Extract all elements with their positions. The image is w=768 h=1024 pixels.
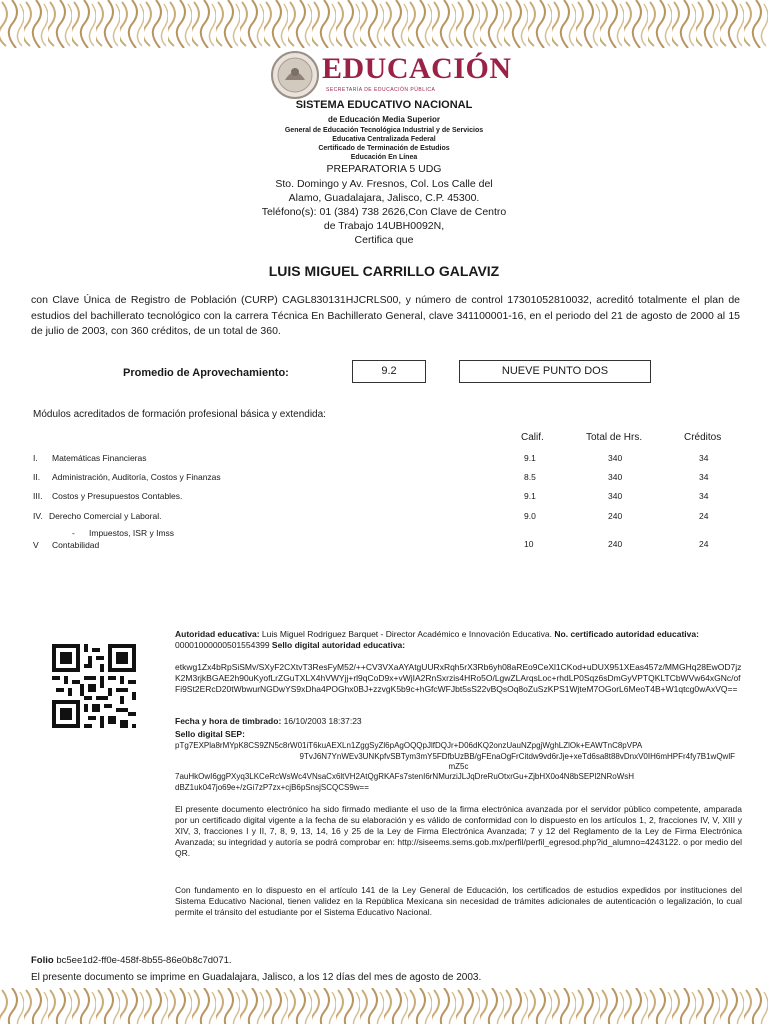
ornament-pattern: [0, 988, 768, 1024]
module-hours: 340: [608, 453, 623, 463]
sep-seal-line-3: mZ5c: [448, 762, 469, 771]
module-number: I.: [33, 453, 38, 463]
ornamental-bottom-band: [0, 988, 768, 1024]
module-hours: 240: [608, 511, 623, 521]
module-grade: 9.0: [524, 511, 536, 521]
module-name: Administración, Auditoría, Costos y Finanzas: [52, 472, 221, 482]
modules-title: Módulos acreditados de formación profesional básica y extendida:: [33, 409, 326, 420]
school-address-4: de Trabajo 14UBH0092N,: [323, 220, 445, 232]
module-hours: 340: [608, 472, 623, 482]
module-credits: 24: [699, 539, 709, 549]
module-name: Matemáticas Financieras: [52, 453, 147, 463]
module-credits: 34: [699, 491, 709, 501]
average-value-box: 9.2: [352, 360, 426, 383]
header-credits: Créditos: [684, 432, 722, 443]
ornament-pattern: [0, 0, 768, 48]
school-name: PREPARATORIA 5 UDG: [326, 163, 442, 175]
module-hours: 340: [608, 491, 623, 501]
school-address-3: Teléfono(s): 01 (384) 738 2626,Con Clave de Centro: [261, 206, 507, 218]
authority-seal-label: Sello digital autoridad educativa:: [271, 640, 406, 650]
national-seal-icon: [270, 50, 320, 100]
certificate-title: Certificado de Terminación de Estudios: [318, 145, 450, 152]
legal-paragraph-validity: Con fundamento en lo dispuesto en el artículo 141 de la Ley General de Educación, los certificados de estudios expedidos por instituciones del Sistema Educativo Nacional, tienen validez en la República Mexicana sin necesidad de trámites adicionales de autenticación o legalización, lo cual permite el tránsito del estudiante por el Sistema Educativo Nacional.: [175, 885, 742, 917]
sep-logo: [270, 50, 512, 102]
system-title: SISTEMA EDUCATIVO NACIONAL: [295, 99, 473, 111]
stamp-line: [175, 716, 742, 727]
module-credits: 34: [699, 453, 709, 463]
ornamental-top-band: [0, 0, 768, 48]
type-title: Educativa Centralizada Federal: [332, 136, 436, 143]
sep-seal-line-4: 7auHkOwI6ggPXyq3LKCeRcWsWc4VNsaCx6ltVH2AtQgRKAFs7stenI6rNMurziJLJqDreRuOtxrGu+ZjbHX0o4N8bSEPl2NRoWsH: [175, 772, 635, 781]
stamp-value: 16/10/2003 18:37:23: [283, 716, 362, 726]
module-grade: 9.1: [524, 453, 536, 463]
module-grade: 9.1: [524, 491, 536, 501]
module-number: V: [33, 540, 39, 550]
school-address-1: Sto. Domingo y Av. Fresnos, Col. Los Calle del: [275, 178, 493, 190]
module-name: Contabilidad: [52, 540, 100, 550]
level-title: de Educación Media Superior: [327, 115, 441, 124]
module-name: Derecho Comercial y Laboral.: [49, 511, 162, 521]
printed-statement: El presente documento se imprime en Guadalajara, Jalisco, a los 12 días del mes de agosto de 2003.: [31, 972, 482, 983]
module-number: IV.: [33, 511, 43, 521]
average-label: Promedio de Aprovechamiento:: [123, 367, 289, 379]
header-calif: Calif.: [521, 432, 544, 443]
legal-paragraph-electronic-signature: El presente documento electrónico ha sido firmado mediante el uso de la firma electrónica avanzada por el servidor público competente, amparada por un certificado digital vigente a la fecha de su elaboración y es válido de conformidad con lo dispuesto en los artículos 1, 2, fracciones IV, V, XIII y XIV, 3, fracciones I y II, 7, 8, 9, 13, 14, 16 y 25 de la Ley de Firma Electrónica Avanzada; 7 y 12 del Reglamento de la Ley de Firma Electrónica Avanzada; su integridad y autoría se podrá comprobar en: http://siseems.sems.gob.mx/perfil/perfil_egresod.php?id_alumno=4243122. o por medio del QR.: [175, 804, 742, 858]
student-statement: con Clave Única de Registro de Población (CURP) CAGL830131HJCRLS00, y número de control 17301052810032, acreditó totalmente el plan de estudios del bachillerato tecnológico con la carrera Técnica En Bachillerato General, clave 341100001-16, en el periodo del 21 de agosto de 2000 al 15 de julio de 2003, con 360 créditos, de un total de 360.: [31, 294, 740, 337]
module-number: II.: [33, 472, 41, 482]
mode-title: Educación En Línea: [350, 154, 418, 161]
folio-label: Folio: [31, 955, 54, 966]
module-name: Costos y Presupuestos Contables.: [52, 491, 183, 501]
school-address-2: Alamo, Guadalajara, Jalisco, C.P. 45300.: [288, 192, 480, 204]
module-credits: 34: [699, 472, 709, 482]
student-name: LUIS MIGUEL CARRILLO GALAVIZ: [268, 263, 500, 279]
module-hours: 240: [608, 539, 623, 549]
direction-title: General de Educación Tecnológica Industrial y de Servicios: [284, 127, 484, 134]
sep-seal-label: Sello digital SEP:: [175, 729, 245, 739]
sep-seal-line-5: dBZ1uk047jo69e+/zGi7zP7zx+cjB6pSnsjSCQCS9w==: [175, 783, 369, 792]
module-grade: 8.5: [524, 472, 536, 482]
module-grade: 10: [524, 539, 534, 549]
folio-value: bc5ee1d2-ff0e-458f-8b55-86e0b8c7d071.: [56, 955, 232, 966]
certificate-number: 00001000000501554399: [175, 640, 270, 650]
header-hours: Total de Hrs.: [586, 432, 643, 443]
certificate-number-label: No. certificado autoridad educativa:: [554, 629, 699, 639]
stamp-label: Fecha y hora de timbrado:: [175, 716, 282, 726]
sep-seal-line-2: 9TvJ6N7YnWEv3UNKpfvSBTym3mY5FDfbUzBB/gFEnaOgFrCitdw9vd6rJje+xeTd6sa8t88vDnxV0IH6mHPFr4fy7B1wQwlF: [299, 752, 735, 761]
authority-digital-seal: etkwg1Zx4bRpSiSMv/SXyF2CXtvT3ResFyM52/++CV3VXaAYAtgUURxRqh5rX3Rb6yh08aREo9CeXl1CKod+uDUX951XEas457z/MMGHq28EwOD7jzK2M3rjkBGAE2h90uKyofLrZGuTXLX4hVWYjj+rl9qCoD9x+vWjIA2RnSxrzis4HRo5O/LgwZLArqsLoc+rhdLP0Sqz6sDmGyVPTQKLTCbWVw64xGNc/ofFi9St2ERcD20tWbwurNGDwYS9xDha4POGhx0BJ+zzvgK5b9c+hGfcWFJbt5sS22vBQsOq8oZuSzKPS1WjteM7OGorL6MeoT4B+W1qtcg0wAxVQ==: [175, 662, 742, 694]
sep-seal-line-1: pTg7EXPla8rMYpK8CS9ZN5c8rW01iT6kuAEXLn1ZggSyZl6pAgOQQpJlfDQJr+D06dKQ2onzUauNZpgjWghLZlOk+EAWTnC8pVPA: [175, 741, 643, 750]
module-credits: 24: [699, 511, 709, 521]
authority-label: Autoridad educativa:: [175, 629, 260, 639]
module-number: III.: [33, 491, 43, 501]
qr-code-icon: [52, 644, 136, 728]
authority-name: Luis Miguel Rodriguez Barquet - Director Académico e Innovación Educativa.: [261, 629, 553, 639]
folio-line: [31, 955, 232, 966]
module-subitem: - Impuestos, ISR y Imss: [72, 528, 175, 538]
authority-block: [175, 629, 742, 651]
logo-wordmark: EDUCACIÓN: [322, 52, 512, 85]
logo-subtitle: SECRETARÍA DE EDUCACIÓN PÚBLICA: [326, 87, 436, 93]
certifies-text: Certifica que: [354, 234, 414, 246]
average-words-box: NUEVE PUNTO DOS: [459, 360, 651, 383]
